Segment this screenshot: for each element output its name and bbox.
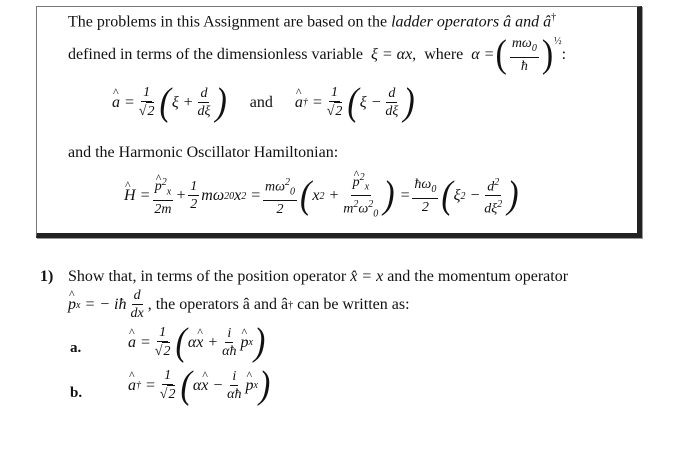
where-word: where	[424, 46, 464, 64]
intro-line-1: The problems in this Assignment are based on the ladder operators â and â†	[68, 12, 557, 31]
hamiltonian-equation: H ^ = $\frac{p \^{}^2_x}{2m}$ + $\frac{1}{2}$ mω 2 0 x 2 = $\frac{m\omega^2_0}{2}$ ( x 2 + $\frac{p \^{}^2_x}{m^2\omega^2_0}$ ) = $\frac{ħ\omega_0}{2}$ ( ξ 2 − $\frac{d^2}{d\xi^2}$ )	[124, 170, 520, 223]
part-a-equation: a ^ = $\frac{1}{√2}$ ( α x ^ + $\frac{i}{\alpha ħ}$ p ^ x )	[128, 325, 266, 360]
problem-text-1b: and the momentum operator	[387, 268, 569, 285]
alpha-def: α =	[471, 46, 495, 64]
hamiltonian-label: and the Harmonic Oscillator Hamiltonian:	[68, 144, 339, 161]
xi-definition: ξ = αx,	[371, 46, 417, 64]
problem-text-2: , the operators â and â	[147, 296, 289, 313]
variable-text: defined in terms of the dimensionless variable	[68, 46, 364, 64]
position-operator: x̂ = x	[350, 268, 384, 285]
ladder-equations: a ^ = $\frac{1}{√2}$ ( ξ + $\frac{d}{d\xi}$ ) and a ^ † = $\frac{1}{√2}$ ( ξ − $\frac{d}{d\xi}$ )	[112, 85, 416, 120]
part-b-label: b.	[70, 385, 83, 401]
part-b-equation: a ^ † = $\frac{1}{√2}$ ( α x ^ − $\frac{i}{\alpha ħ}$ p ^ x )	[128, 368, 271, 403]
intro-text: The problems in this Assignment are based on the	[68, 13, 388, 31]
intro-line-2: defined in terms of the dimensionless variable ξ = αx, where α = ( $\frac{m\omega_0}{ħ}$ ) ½ :	[68, 33, 567, 77]
part-a-label: a.	[70, 340, 82, 356]
problem-line-1	[68, 268, 568, 286]
ladder-operators-term: ladder operators	[391, 13, 500, 31]
problem-text-2b: can be written as:	[297, 296, 410, 313]
problem-line-2: p ^ x = − iħ $\frac{d}{dx}$ , the operators â and â † can be written as:	[68, 288, 410, 322]
problem-number: 1)	[40, 268, 54, 285]
and-word: and	[249, 93, 273, 111]
problem-text-1: Show that, in terms of the position operator	[68, 268, 347, 285]
ladder-ops-symbols: â and â	[503, 13, 552, 31]
